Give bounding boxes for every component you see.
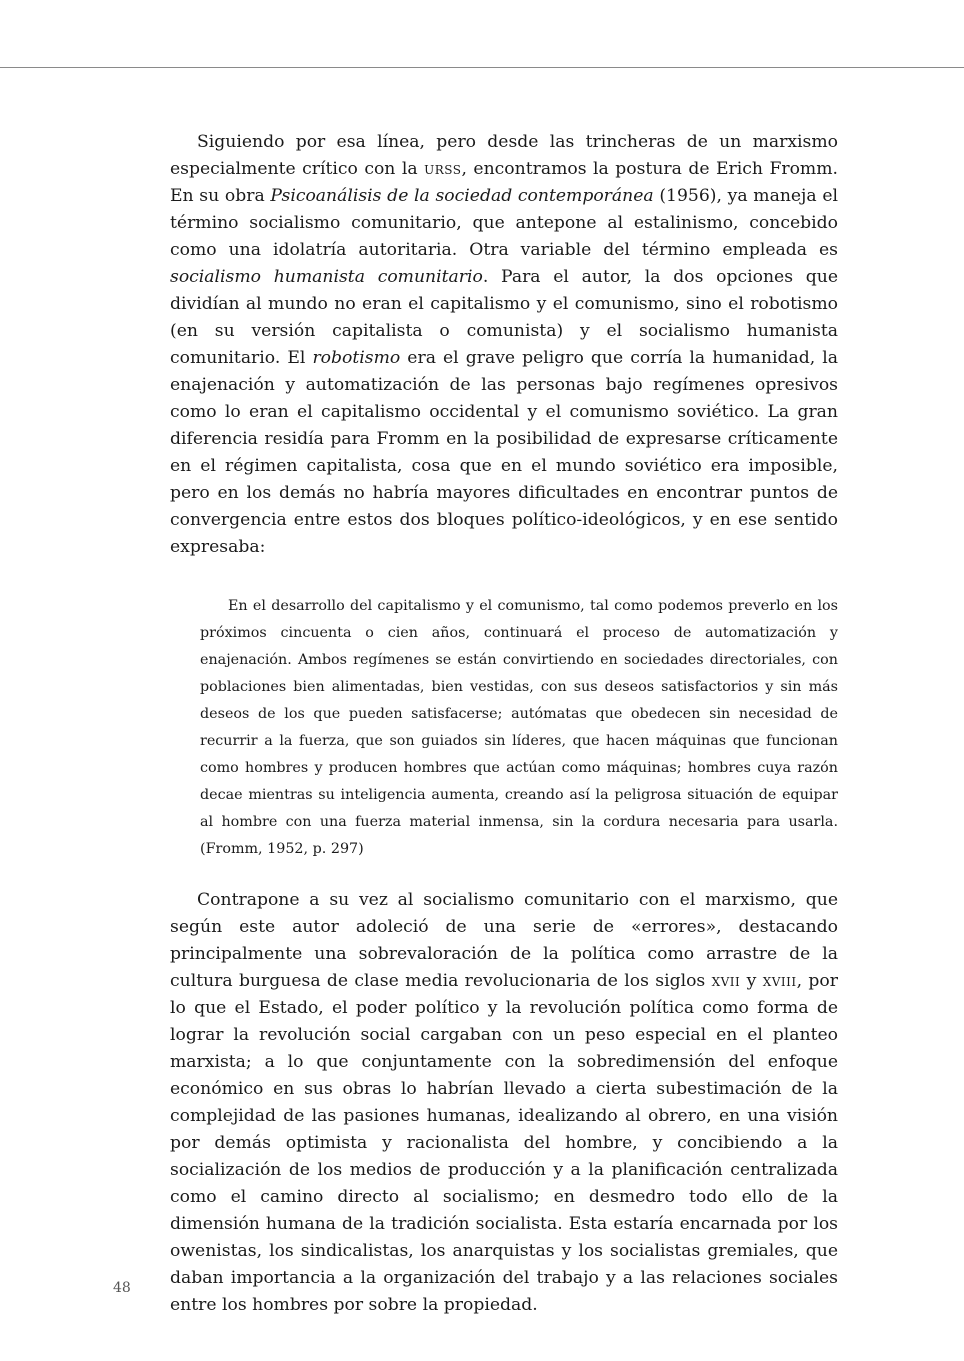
p1-book-title: Psicoanálisis de la sociedad contemporánea (270, 186, 654, 206)
page-body (170, 129, 838, 1319)
p2-century-17: xvii (711, 971, 741, 991)
p1-emphasis-robotismo: robotismo (312, 348, 401, 368)
p1-text-4: . Para el autor, la dos opciones que dividían al mundo no eran el capitalismo y el comunismo, sino el robotismo (en su versión capitalista o comunista) y el socialismo humanista comunitario. El (170, 267, 839, 368)
p1-text-5: era el grave peligro que corría la humanidad, la enajenación y automatización de las personas bajo regímenes opresivos como lo eran el capitalismo occidental y el comunismo soviético. La gran diferencia residía para Fromm en la posibilidad de expresarse críticamente en el régimen capitalista, cosa que en el mundo soviético era imposible, pero en los demás no habría mayores dificultades en encontrar puntos de convergencia entre estos dos bloques político-ideológicos, y en ese sentido expresaba: (170, 348, 838, 557)
p1-text-1: Siguiendo por esa línea, pero desde las trincheras de un marxismo especialmente crítico con la (170, 132, 838, 179)
p2-text-1: Contrapone a su vez al socialismo comunitario con el marxismo, que según este autor adoleció de una serie de «errores», destacando principalmente una sobrevaloración de la política como arrastre de la cultura burguesa de clase media revolucionaria de los siglos (170, 890, 838, 991)
p1-text-3: (1956), ya maneja el término socialismo comunitario, que antepone al estalinismo, concebido como una idolatría autoritaria. Otra variable del término empleada es (170, 186, 838, 260)
body-paragraph-2 (170, 887, 838, 1319)
p1-abbrev-urss: urss (424, 159, 462, 179)
page-number: 48 (113, 1280, 131, 1296)
p2-text-2: y (740, 971, 763, 991)
header-rule (0, 67, 964, 68)
p1-emphasis-socialismo: socialismo humanista comunitario (170, 267, 483, 287)
p2-century-18: xviii (762, 971, 797, 991)
p1-text-2: , encontramos la postura de Erich Fromm. En su obra (170, 159, 838, 206)
p2-text-3: , por lo que el Estado, el poder político y la revolución política como forma de lograr la revolución social cargaban con un peso especial en el planteo marxista; a lo que conjuntamente con la sobredimensión del enfoque económico en sus obras lo habrían llevado a cierta subestimación de la complejidad de las pasiones humanas, idealizando al obrero, en una visión por demás optimista y racionalista del hombre, y concibiendo a la socialización de los medios de producción y a la planificación centralizada como el camino directo al socialismo; en desmedro todo ello de la dimensión humana de la tradición socialista. Esta estaría encarnada por los owenistas, los sindicalistas, los anarquistas y los socialistas gremiales, que daban importancia a la organización del trabajo y a las relaciones sociales entre los hombres por sobre la propiedad. (170, 971, 838, 1315)
block-quote: En el desarrollo del capitalismo y el comunismo, tal como podemos preverlo en los próximos cincuenta o cien años, continuará el proceso de automatización y enajenación. Ambos regímenes se están convirtiendo en sociedades directoriales, con poblaciones bien alimentadas, bien vestidas, con sus deseos satisfactorios y sin más deseos de los que pueden satisfacerse; autómatas que obedecen sin necesidad de recurrir a la fuerza, que son guiados sin líderes, que hacen máquinas que funcionan como hombres y producen hombres que actúan como máquinas; hombres cuya razón decae mientras su inteligencia aumenta, creando así la peligrosa situación de equipar al hombre con una fuerza material inmensa, sin la cordura necesaria para usarla. (Fromm, 1952, p. 297) (200, 598, 838, 857)
body-paragraph-1 (170, 129, 838, 561)
